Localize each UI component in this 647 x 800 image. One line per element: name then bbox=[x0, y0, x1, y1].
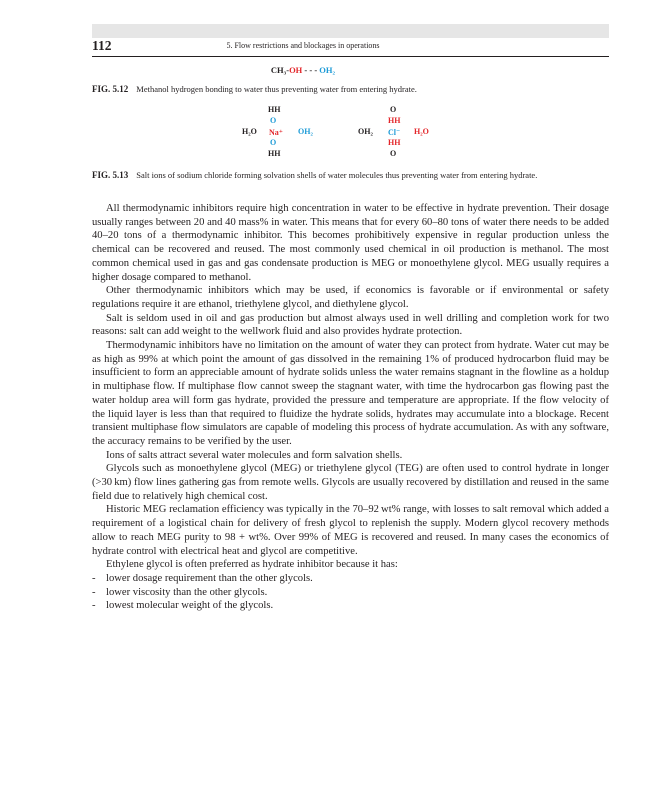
solvation-shell-diagram bbox=[92, 105, 609, 165]
na-right-water: OH₂ bbox=[298, 127, 313, 136]
list-item-text: lowest molecular weight of the glycols. bbox=[106, 600, 274, 612]
list-marker: - bbox=[92, 586, 96, 598]
paragraph: Glycols such as monoethylene glycol (MEG) or triethylene glycol (TEG) are often used to control hydrate in longer (>30 km) flow lines gathering gas from remote wells. Glycols are usually recovered by distillation and reused in the same field due to relatively high chemical cost. bbox=[92, 463, 609, 502]
cl-right-water: H₂O bbox=[414, 127, 429, 136]
cl-top-hh: HH bbox=[388, 116, 401, 125]
cl-ion: Cl⁻ bbox=[388, 128, 401, 137]
list-item bbox=[92, 599, 609, 613]
formula-water: OH₂ bbox=[319, 65, 336, 75]
figure-caption-text: Salt ions of sodium chloride forming solvation shells of water molecules thus preventing water from entering hydrate. bbox=[136, 170, 538, 180]
list-marker: - bbox=[92, 572, 96, 584]
figure-caption-text: Methanol hydrogen bonding to water thus preventing water from entering hydrate. bbox=[136, 84, 417, 94]
paragraph: All thermodynamic inhibitors require high concentration in water to be effective in hydrate prevention. Their dosage usually ranges between 20 and 40 mass% in water. This means that for every 60–80 tons of water there needs to be added 40–20 tons of a thermodynamic inhibitor. This becomes prohibitively expensive in regular production unless the chemical can be recovered and reused. The most commonly used chemical in oil production is methanol. The most common chemical used in gas and gas condensate production is MEG or monoethylene glycol. MEG usually requires a higher dosage compared to methanol. bbox=[92, 203, 609, 283]
list-marker: - bbox=[92, 600, 96, 612]
na-top-hh: HH bbox=[268, 105, 281, 114]
figure-label: FIG. 5.12 bbox=[92, 84, 129, 94]
formula-hbond: - - - bbox=[302, 65, 320, 75]
body-text bbox=[92, 202, 609, 613]
na-left-water: H₂O bbox=[242, 127, 257, 136]
cl-bottom-hh: HH bbox=[388, 138, 401, 147]
paragraph: Salt is seldom used in oil and gas production but almost always used in well drilling and completion work for two reasons: salt can add weight to the wellwork fluid and also provides hydrate protection. bbox=[92, 312, 609, 338]
header-bar bbox=[92, 24, 609, 38]
methanol-water-formula bbox=[92, 65, 514, 75]
figure-label: FIG. 5.13 bbox=[92, 170, 129, 180]
advantage-list bbox=[92, 572, 609, 613]
list-item bbox=[92, 586, 609, 600]
na-bottom-o: O bbox=[270, 138, 277, 147]
na-bottom-hh: HH bbox=[268, 149, 281, 158]
list-item-text: lower dosage requirement than the other glycols. bbox=[106, 572, 313, 584]
paragraph: Historic MEG reclamation efficiency was typically in the 70–92 wt% range, with losses to salt removal which added a requirement of a logistical chain for delivery of fresh glycol to replenish the supply. Modern glycol recovery methods allow to reach MEG purity to 98 + wt%. Over 99% of MEG is recovered and reused. In many cases the economics of hydrate control with electrical heat and glycol are competitive. bbox=[92, 504, 609, 557]
formula-oh: OH bbox=[289, 65, 303, 75]
running-title: 5. Flow restrictions and blockages in operations bbox=[226, 41, 380, 50]
paragraph: Thermodynamic inhibitors have no limitation on the amount of water they can protect from hydrate. Water cut may be as high as 99% at which point the amount of gas dissolved in the remaining 1% of produced hydrocarbon fluid may be insufficient to form an appreciable amount of hydrate solids unless the water remains stagnant in the flowline as a holdup in multiphase flow. If multiphase flow cannot sweep the stagnant water, with time the hydrocarbon gas flowing past the water holdup area will form gas hydrate, provided the pressure and temperature are appropriate. If the flow velocity of the liquid layer is less than that required to fluidize the hydrate solids, hydrates may accumulate into a blockage. Recent transient multiphase flow simulators are capable of modeling this process of hydrate accumulation. As with any software, the accuracy remains to be verified by the user. bbox=[92, 340, 609, 447]
figure-caption-5-12 bbox=[92, 84, 609, 95]
na-top-o: O bbox=[270, 116, 277, 125]
paragraph: Ions of salts attract several water molecules and form salvation shells. bbox=[106, 449, 403, 461]
na-ion: Na⁺ bbox=[269, 128, 283, 137]
formula-ch3: CH₃- bbox=[270, 65, 290, 75]
paragraph: Other thermodynamic inhibitors which may be used, if economics is favorable or if environmental or safety regulations require it are ethanol, triethylene glycol, and diethylene glycol. bbox=[92, 285, 609, 310]
list-item-text: lower viscosity than the other glycols. bbox=[106, 586, 268, 598]
cl-bottom-o: O bbox=[390, 149, 397, 158]
paragraph: Ethylene glycol is often preferred as hydrate inhibitor because it has: bbox=[106, 559, 398, 571]
header-rule bbox=[92, 56, 609, 57]
cl-top-o: O bbox=[390, 105, 397, 114]
page-number: 112 bbox=[92, 38, 112, 53]
cl-left-water: OH₂ bbox=[358, 127, 373, 136]
figure-caption-5-13 bbox=[92, 170, 609, 181]
list-item bbox=[92, 572, 609, 586]
